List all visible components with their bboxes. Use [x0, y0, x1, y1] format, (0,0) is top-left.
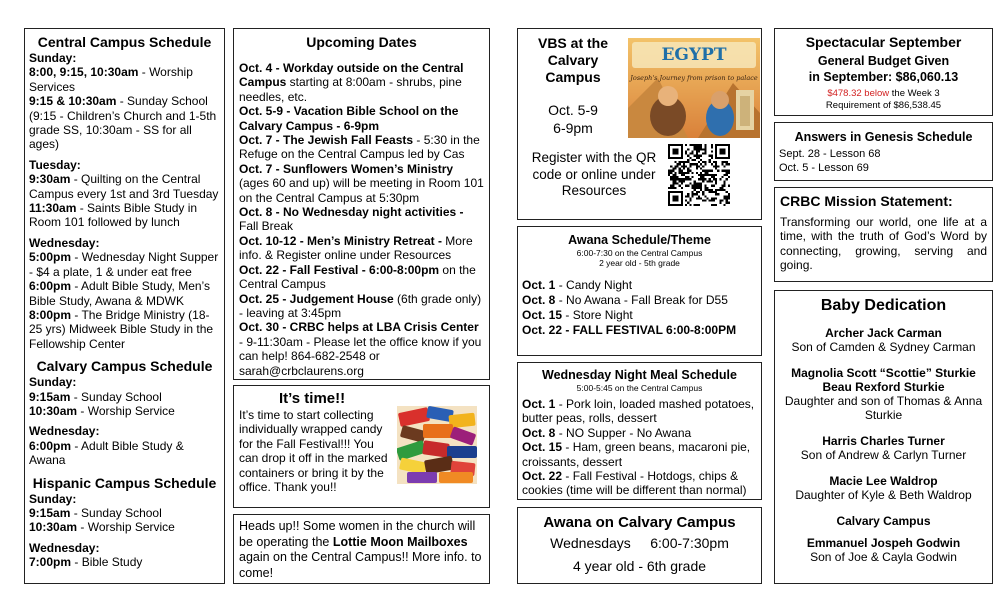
awana-schedule-title: Awana Schedule/Theme [568, 233, 711, 247]
schedule-day-label: Sunday: [29, 491, 77, 506]
headsup-text-end: again on the Central Campus!! More info. to come! [239, 550, 482, 580]
vbs-egypt-poster [628, 38, 760, 138]
upcoming-dates-panel [233, 28, 490, 380]
schedule-description: - Worship Services [29, 65, 193, 94]
child-name: Macie Lee Waldrop [829, 474, 938, 488]
dedication-entry [779, 536, 988, 564]
upcoming-event-title: Oct. 8 - No Wednesday night activities - [239, 205, 464, 220]
upcoming-event [239, 104, 484, 133]
schedule-description: - Sunday School [70, 389, 162, 404]
poster-title: EGYPT [661, 45, 727, 65]
schedule-entry [29, 172, 220, 201]
candy-collection-panel [233, 385, 490, 508]
schedule-description: - The Bridge Ministry (18-25 yrs) Midweek Bible Study in the Fellowship Center [29, 307, 214, 351]
awana-schedule-theme: - FALL FESTIVAL 6:00-8:00PM [562, 323, 737, 337]
upcoming-event-detail: on the Central Campus [239, 262, 476, 292]
schedule-time: 6:00pm [29, 279, 72, 294]
meal-item [522, 397, 757, 426]
budget-shortfall: $478.32 below [827, 88, 890, 99]
mission-statement-title: CRBC Mission Statement: [780, 193, 953, 209]
calvary-campus-title: Calvary Campus Schedule [36, 358, 213, 375]
vbs-title: VBS at the Calvary Campus [537, 35, 608, 85]
schedule-description: - Adult Bible Study, Men’s Bible Study, Awana & MDWK [29, 279, 210, 308]
vbs-date-range: Oct. 5-9 [548, 102, 598, 118]
budget-note [779, 88, 988, 111]
vbs-time: 6-9pm [553, 120, 593, 136]
upcoming-event [239, 61, 484, 104]
schedule-entry [29, 404, 220, 418]
awana-calvary-panel [517, 507, 762, 584]
schedule-entry [29, 390, 220, 404]
awana-schedule-date: Oct. 8 [522, 293, 556, 307]
budget-amount: in September: $86,060.13 [808, 69, 959, 84]
campus-schedules-panel [24, 28, 225, 584]
vbs-qr-code[interactable] [668, 144, 730, 206]
poster-subtitle: Joseph's Journey from prison to palace [630, 74, 758, 82]
schedule-description: - Sunday School [70, 505, 162, 520]
schedule-entry [29, 555, 220, 569]
upcoming-event-title: Oct. 10-12 - Men’s Ministry Retreat - [239, 233, 442, 248]
awana-schedule-item [522, 308, 757, 323]
upcoming-events-list [239, 61, 484, 378]
central-campus-title: Central Campus Schedule [37, 34, 212, 50]
schedule-entry [29, 65, 220, 94]
upcoming-event-detail: (6th grade only) - leaving at 3:45pm [239, 291, 482, 320]
budget-requirement: Requirement of $86,538.45 [825, 99, 942, 111]
baby-dedication-panel [774, 290, 993, 584]
genesis-lesson-1: Sept. 28 - Lesson 68 [779, 148, 881, 160]
upcoming-event-detail: Fall Break [239, 219, 294, 234]
meal-menu: - Pork loin, loaded mashed potatoes, butter peas, rolls, dessert [522, 397, 755, 426]
lottie-moon-mailboxes: Lottie Moon Mailboxes [332, 534, 468, 549]
awana-schedule-date: Oct. 22 [522, 323, 563, 337]
hispanic-schedule [29, 492, 220, 570]
budget-given [779, 54, 988, 85]
wednesday-meal-title: Wednesday Night Meal Schedule [542, 368, 737, 382]
its-time-title: It’s time!! [279, 390, 346, 407]
schedule-day-label: Wednesday: [29, 235, 100, 250]
parents: Son of Joe & Cayla Godwin [810, 550, 957, 564]
schedule-entry [29, 506, 220, 520]
meal-item [522, 426, 757, 440]
awana-schedule-item [522, 323, 757, 338]
schedule-entry [29, 279, 220, 308]
schedule-entry [29, 250, 220, 279]
vbs-register-text: Register with the QR code or online under Resources [531, 150, 657, 198]
candy-collection-text: It’s time to start collecting individually wrapped candy for the Fall Festival!!! You can drop it off in the marked containers or bring it by the office. Thank you!! [239, 408, 388, 495]
schedule-day-label: Tuesday: [29, 157, 81, 172]
upcoming-event [239, 263, 484, 292]
dedication-entry [779, 366, 988, 422]
upcoming-event-title: Oct. 30 - CRBC helps at LBA Crisis Center [239, 320, 479, 335]
upcoming-event-detail: - 9-11:30am - Please let the office know if you can help! 864-682-2548 or sarah@crbclaurens.org [239, 334, 482, 378]
mission-statement-panel [774, 187, 993, 282]
schedule-time: 10:30am [29, 520, 78, 535]
dedication-entry [779, 434, 988, 462]
upcoming-event-title: Oct. 5-9 - Vacation Bible School on the Calvary Campus - 6-9pm [239, 104, 459, 133]
meal-date: Oct. 15 [522, 440, 563, 455]
lottie-moon-announcement [233, 514, 490, 584]
awana-schedule-theme: - Candy Night [555, 278, 633, 292]
meal-date: Oct. 22 [522, 469, 563, 484]
dedication-entry [779, 326, 988, 354]
schedule-day-label: Wednesday: [29, 424, 100, 439]
schedule-description: - Bible Study [71, 555, 143, 570]
schedule-time: 9:15 & 10:30am [29, 94, 117, 109]
upcoming-event [239, 133, 484, 162]
vbs-panel [517, 28, 762, 220]
schedule-time: 8:00, 9:15, 10:30am [29, 65, 139, 80]
awana-schedule-location: 6:00-7:30 on the Central Campus [576, 248, 703, 258]
schedule-description: - Saints Bible Study in Room 101 followed by lunch [29, 201, 198, 230]
spectacular-september-title: Spectacular September [805, 34, 962, 50]
wednesday-meal-panel [517, 362, 762, 500]
parents: Daughter of Kyle & Beth Waldrop [795, 488, 972, 502]
meal-menu: - Ham, green beans, macaroni pie, croissants, dessert [522, 440, 751, 469]
meal-menu: - NO Supper - No Awana [555, 425, 692, 440]
parents: Son of Camden & Sydney Carman [791, 340, 976, 354]
awana-schedule-date: Oct. 1 [522, 278, 556, 292]
child-name: Harris Charles Turner [822, 434, 945, 448]
parents: Daughter and son of Thomas & Anna Sturkie [784, 394, 983, 422]
upcoming-event [239, 320, 484, 378]
answers-in-genesis-panel [774, 122, 993, 181]
schedule-time: 9:30am [29, 172, 71, 187]
schedule-description: - Worship Service [77, 520, 175, 535]
schedule-entry [29, 308, 220, 351]
awana-schedule-panel [517, 226, 762, 356]
baby-dedication-title: Baby Dedication [820, 297, 947, 314]
awana-schedule-date: Oct. 15 [522, 308, 563, 322]
wednesday-meal-list [522, 397, 757, 498]
awana-calvary-title: Awana on Calvary Campus [543, 514, 736, 531]
dedication-entry [779, 474, 988, 502]
hispanic-campus-title: Hispanic Campus Schedule [32, 474, 217, 491]
meal-item [522, 469, 757, 498]
budget-label: General Budget Given [817, 54, 950, 68]
awana-schedule-theme: - No Awana - Fall Break for D55 [555, 293, 728, 307]
awana-schedule-list [522, 278, 757, 338]
awana-calvary-time: Wednesdays 6:00-7:30pm [550, 535, 729, 551]
upcoming-event-title: Oct. 7 - Sunflowers Women’s Ministry [239, 161, 454, 176]
genesis-lesson-2: Oct. 5 - Lesson 69 [779, 162, 869, 174]
schedule-description: - Worship Service [77, 403, 175, 418]
wednesday-meal-time: 5:00-5:45 on the Central Campus [576, 383, 703, 393]
schedule-time: 9:15am [29, 505, 71, 520]
schedule-entry [29, 520, 220, 534]
child-name: Beau Rexford Sturkie [822, 380, 945, 394]
answers-in-genesis-title: Answers in Genesis Schedule [794, 130, 973, 144]
spectacular-september-panel [774, 28, 993, 116]
child-name: Magnolia Scott “Scottie” Sturkie [791, 366, 976, 380]
schedule-time: 5:00pm [29, 250, 72, 265]
upcoming-dates-title: Upcoming Dates [306, 34, 417, 50]
child-name: Emmanuel Jospeh Godwin [806, 536, 961, 550]
meal-menu: - Fall Festival - Hotdogs, chips & cookies (time will be different than normal) [522, 469, 747, 498]
upcoming-event [239, 292, 484, 321]
baby-dedication-list [779, 326, 988, 502]
schedule-entry [29, 94, 220, 152]
parents: Son of Andrew & Carlyn Turner [800, 448, 967, 462]
baby-dedication-calvary [779, 536, 988, 564]
schedule-day-label: Wednesday: [29, 540, 100, 555]
upcoming-event [239, 162, 484, 205]
schedule-time: 7:00pm [29, 555, 72, 570]
upcoming-event [239, 234, 484, 263]
meal-date: Oct. 1 [522, 397, 556, 411]
budget-note-rest: the Week 3 [889, 88, 940, 99]
schedule-description: - Adult Bible Study & Awana [29, 438, 184, 468]
meal-date: Oct. 8 [522, 425, 556, 440]
upcoming-event-title: Oct. 25 - Judgement House [239, 291, 394, 306]
upcoming-event-title: Oct. 7 - The Jewish Fall Feasts [239, 133, 414, 148]
awana-schedule-item [522, 278, 757, 293]
schedule-time: 8:00pm [29, 307, 72, 322]
schedule-time: 10:30am [29, 403, 78, 418]
awana-schedule-item [522, 293, 757, 308]
schedule-time: 11:30am [29, 201, 77, 216]
schedule-entry [29, 439, 220, 468]
awana-schedule-ages: 2 year old - 5th grade [599, 258, 680, 268]
schedule-day-label: Sunday: [29, 51, 77, 65]
central-schedule [29, 51, 220, 351]
mission-statement-text: Transforming our world, one life at a time, with the truth of God’s Word by connecting, growing, serving and going. [780, 215, 987, 273]
child-name: Archer Jack Carman [825, 326, 942, 340]
upcoming-event-title: Oct. 4 - Workday outside on the Central Campus [239, 61, 464, 90]
schedule-description: - Quilting on the Central Campus every 1st and 3rd Tuesday [29, 172, 219, 201]
upcoming-event-detail: More info. & Register online under Resources [239, 233, 473, 263]
schedule-description: - Sunday School (9:15 - Children’s Church and 1-5th grade SS, 10:30am - SS for all ages) [29, 94, 217, 152]
meal-item [522, 440, 757, 469]
schedule-description: - Wednesday Night Supper - $4 a plate, 1 & under eat free [29, 250, 219, 279]
awana-schedule-theme: - Store Night [562, 308, 633, 322]
schedule-entry [29, 201, 220, 230]
calvary-schedule [29, 375, 220, 467]
upcoming-event-title: Oct. 22 - Fall Festival - 6:00-8:00pm [239, 262, 440, 277]
schedule-day-label: Sunday: [29, 375, 77, 390]
vbs-dates [524, 101, 622, 137]
awana-calvary-ages: 4 year old - 6th grade [572, 558, 707, 574]
upcoming-event-detail: (ages 60 and up) will be meeting in Room 101 on the Central Campus at 5:30pm [239, 176, 484, 205]
candy-pile-image [397, 406, 477, 484]
upcoming-event-detail: starting at 8:00am - shrubs, pine needles, etc. [239, 75, 462, 104]
schedule-time: 6:00pm [29, 438, 72, 453]
baby-dedication-calvary-label: Calvary Campus [836, 514, 931, 528]
schedule-time: 9:15am [29, 389, 71, 404]
headsup-text-start: Heads up!! Some women in the church will be operating the [239, 519, 476, 549]
upcoming-event [239, 205, 484, 234]
upcoming-event-detail: - 5:30 in the Refuge on the Central Campus led by Cas [239, 133, 480, 162]
